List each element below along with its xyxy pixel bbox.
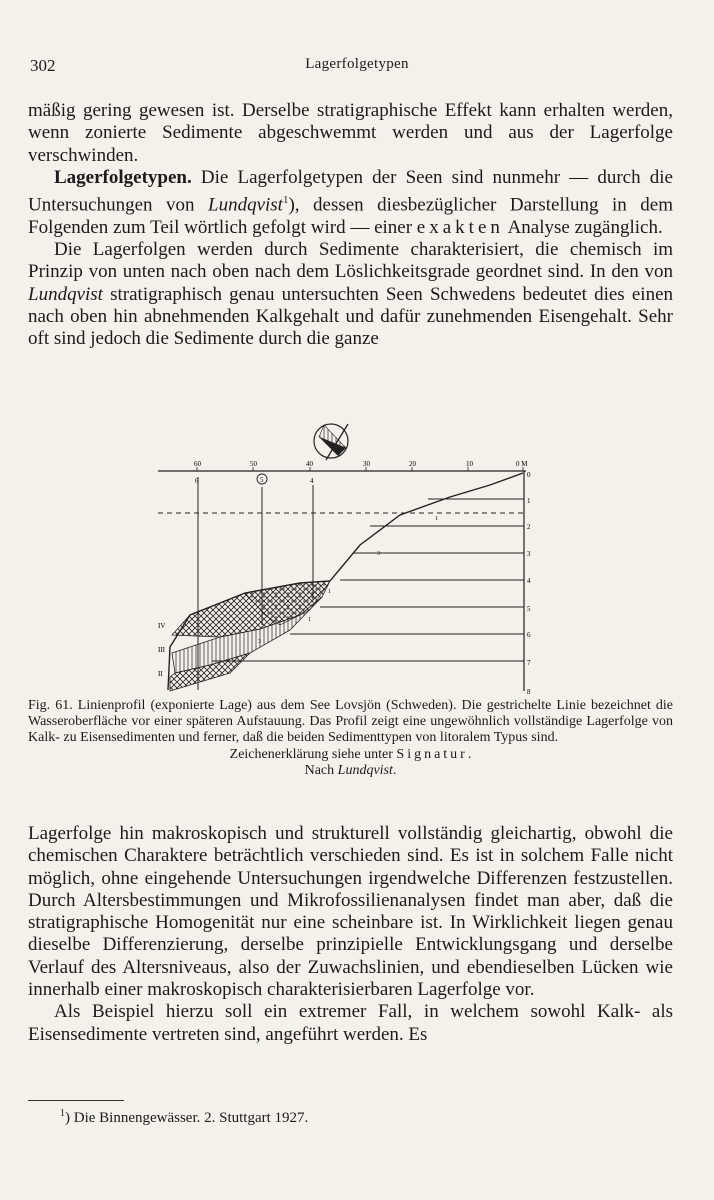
core-label: 6 <box>195 477 199 485</box>
depth-label: 5 <box>527 605 531 613</box>
author-name: Lundqvist <box>28 283 103 305</box>
footnote-mark: 1 <box>60 1108 65 1119</box>
top-scale-label: 30 <box>363 460 370 468</box>
profile-label: 1 <box>308 617 311 623</box>
paragraph-2-text: Die Lagerfolgetypen der Seen sind nunmehr — durch die Untersuchungen von <box>28 166 673 216</box>
top-scale-label: 40 <box>306 460 313 468</box>
footnote <box>60 1108 308 1127</box>
paragraph-1: mäßig gering gewesen ist. Derselbe stratigraphische Effekt kann erhalten werden, wenn zonierte Sedimente abgeschwemmt werden und aus der Lagerfolge verschwinden. <box>28 100 673 166</box>
footnote-reference[interactable]: 1 <box>282 194 289 207</box>
paragraph-2-text: Analyse zugänglich. <box>503 216 663 238</box>
body-text-bottom <box>28 823 673 1046</box>
caption-text: Fig. 61. Linienprofil (exponierte Lage) aus dem See Lovsjön (Schweden). Die gestrichelte Linie bezeichnet die Wasseroberfläche vor einer späteren Aufstauung. Das Profil zeigt eine ungewöhnlich vollständige Lagerfolge von Kalk- zu Eisensedimenten und ferner, daß die beiden Sedimenttypen von litoralem Typus sind. <box>28 698 673 746</box>
paragraph-4: Lagerfolge hin makroskopisch und strukturell vollständig gleichartig, obwohl die chemischen Charaktere beträchtlich verschieden sind. Es ist in solchem Falle nicht möglich, ohne eingehende Untersuchungen irgendwelche Differenzen festzustellen. Durch Altersbestimmungen und Mikrofossilienanalysen findet man aber, daß die stratigraphische Homogenität nur eine scheinbare ist. In Wirklichkeit liegen genau dieselbe Differenzierung, derselbe prinzipielle Entwicklungsgang und derselbe Verlauf des Altersniveaus, also der Zuwachslinien, und ebendieselben Lücken wie innerhalb einer makroskopisch charakterisierbaren Lagerfolge vor. <box>28 823 673 1001</box>
depth-axis-labels <box>527 471 531 696</box>
depth-label: 1 <box>527 497 531 505</box>
paragraph-3 <box>28 239 673 350</box>
core-label: 4 <box>310 477 314 485</box>
profile-label: 1 <box>328 589 331 595</box>
paragraph-2-text: ), dessen diesbezüglicher Darstellung in dem Folgenden zum Teil wörtlich gefolgt wird — einer <box>28 194 673 238</box>
figure-caption <box>28 698 673 779</box>
caption-author: Lundqvist <box>337 762 393 778</box>
paragraph-3-text: Die Lagerfolgen werden durch Sedimente charakterisiert, die chemisch im Prinzip von unten nach oben nach dem Löslichkeitsgrade geordnet sind. In den von <box>28 239 673 283</box>
page-number: 302 <box>30 56 56 75</box>
depth-label: 6 <box>527 631 531 639</box>
top-scale-label: 10 <box>466 460 473 468</box>
caption-spaced-term: Signatur <box>396 746 468 762</box>
top-scale-label: 50 <box>250 460 257 468</box>
section-heading: Lagerfolgetypen. <box>54 166 192 188</box>
paragraph-3-text: stratigraphisch genau untersuchten Seen Schwedens bedeutet dies einen nach oben hin abnehmenden Kalkgehalt und dafür zunehmenden Eisengehalt. Sehr oft sind jedoch die Sedimente durch die ganze <box>28 283 673 350</box>
depth-label: 7 <box>527 659 531 667</box>
depth-label: 4 <box>527 577 531 585</box>
top-scale-label: 0 M <box>516 460 528 468</box>
caption-text: Nach <box>304 762 338 778</box>
profile-label: 1 <box>435 516 438 522</box>
caption-legend-line <box>28 747 673 763</box>
orientation-compass-icon <box>314 424 348 460</box>
lake-profile-figure <box>150 415 545 700</box>
paragraph-5: Als Beispiel hierzu soll ein extremer Fall, in welchem sowohl Kalk- als Eisensedimente vertreten sind, angeführt werden. Es <box>28 1001 673 1045</box>
layer-label: III <box>158 646 165 654</box>
profile-label: 3 <box>258 639 261 645</box>
author-name: Lundqvist <box>208 194 283 216</box>
spaced-emphasis: exakten <box>416 216 504 238</box>
caption-text: . <box>392 762 397 778</box>
top-scale-label: 20 <box>409 460 416 468</box>
caption-text: . <box>467 746 472 762</box>
footnote-text: ) Die Binnengewässer. 2. Stuttgart 1927. <box>65 1110 309 1126</box>
depth-label: 2 <box>527 523 531 531</box>
layer-label: II <box>158 670 163 678</box>
layer-label: IV <box>158 622 166 630</box>
core-label: 5 <box>260 476 264 484</box>
caption-text: Zeichenerklärung siehe unter <box>229 746 397 762</box>
depth-label: 8 <box>527 688 531 696</box>
top-scale-label: 60 <box>194 460 201 468</box>
caption-source-line <box>28 763 673 779</box>
running-title: Lagerfolgetypen <box>305 56 409 72</box>
paragraph-2 <box>28 167 673 239</box>
body-text-top <box>28 100 673 351</box>
depth-label: 3 <box>527 550 531 558</box>
profile-label: 3 <box>377 551 380 557</box>
top-scale-ticks <box>197 467 523 471</box>
page-header <box>30 56 684 80</box>
footnote-rule <box>28 1100 124 1101</box>
depth-label: 0 <box>527 471 531 479</box>
